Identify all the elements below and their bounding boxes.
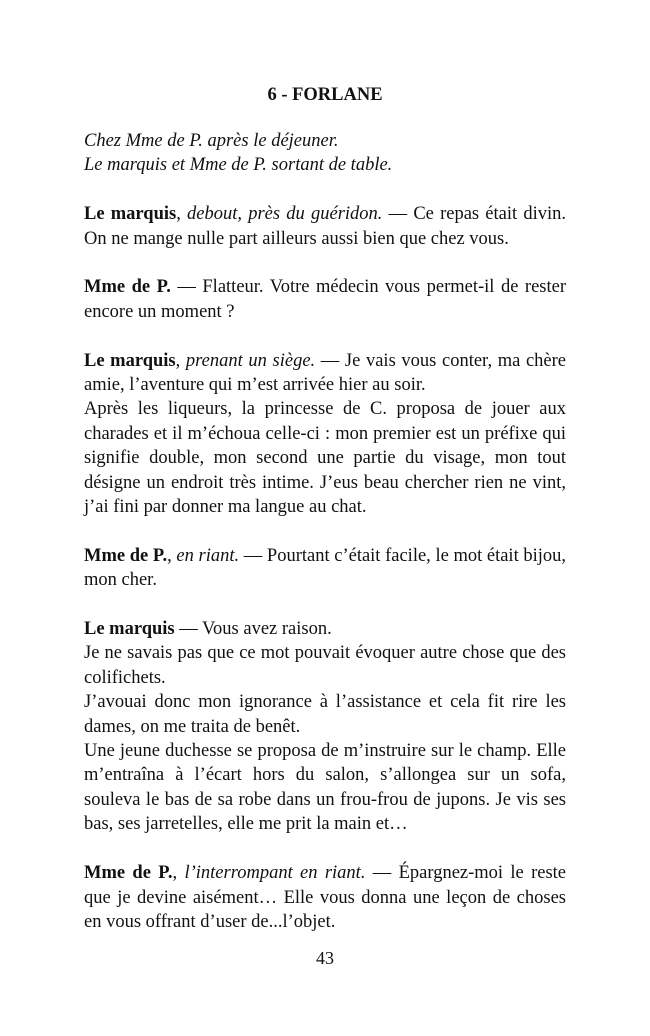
paragraph-gap [84,251,566,275]
dialogue-paragraph [84,544,566,593]
dialogue-text: — Je vais vous conter, ma chère amie, l’aventure qui m’est arrivée hier au soir. [84,350,566,396]
paragraph-gap [84,837,566,861]
speaker-separator: , [175,350,186,371]
stage-direction-inline: en riant. [176,545,240,566]
dialogue-paragraph: Une jeune duchesse se proposa de m’instruire sur le champ. Elle m’entraîna à l’écart hors du salon, s’allongea sur un sofa, souleva le bas de sa robe dans un frou-frou de jupons. Je vis ses bas, ses jarretelles, elle me prit la main et… [84,741,566,835]
speaker-name: Mme de P. [84,545,168,566]
dialogue-paragraph: Je ne savais pas que ce mot pouvait évoquer autre chose que des colifichets. [84,643,566,688]
book-page [84,0,566,1036]
speaker-name: Le marquis [84,350,176,371]
stage-direction: Chez Mme de P. après le déjeuner. [84,131,339,151]
dialogue-paragraph [84,861,566,934]
dialogue-paragraph [84,349,566,398]
stage-direction: Le marquis et Mme de P. sortant de table. [84,155,393,176]
speaker-separator: , [176,204,188,225]
stage-direction-inline: prenant un siège. [185,350,316,371]
dialogue-paragraph: Après les liqueurs, la princesse de C. proposa de jouer aux charades et il m’échoua celle-ci : mon premier est un préfixe qui signifie double, mon second une partie du visage, mon tout désigne un endroit très intime. J’eus beau chercher rien ne vint, j’ai fini par donner ma langue au chat. [84,399,566,518]
dialogue-text: — Ce repas était divin. On ne mange nulle part ailleurs aussi bien que chez vous. [84,204,567,249]
paragraph-gap [84,519,566,543]
chapter-title: 6 - FORLANE [267,85,383,105]
dialogue-text: — Pourtant c’était facile, le mot était bijou, mon cher. [84,545,567,591]
stage-direction-inline: debout, près du guéridon. [187,204,383,225]
speaker-separator: , [172,863,185,884]
play-text [84,129,566,934]
dialogue-paragraph [84,617,566,641]
dialogue-paragraph: J’avouai donc mon ignorance à l’assistance et cela fit rire les dames, on me traita de benêt. [84,692,566,737]
speaker-name: Mme de P. [84,863,173,884]
stage-direction-inline: l’interrompant en riant. [184,863,366,884]
dialogue-text: — Flatteur. Votre médecin vous permet-il de rester encore un moment ? [84,277,567,322]
dialogue-paragraph [84,275,566,324]
speaker-name: Le marquis [84,204,177,225]
speaker-name: Le marquis [84,619,175,640]
dialogue-text: — Épargnez-moi le reste que je devine aisément… Elle vous donna une leçon de choses en vous offrant d’user de...l’objet. [84,863,567,932]
speaker-name: Mme de P. [84,277,171,298]
dialogue-text: — Vous avez raison. [174,619,332,640]
paragraph-gap [84,593,566,617]
speaker-separator: , [167,545,177,566]
paragraph-gap [84,324,566,348]
paragraph-gap [84,178,566,202]
page-number: 43 [316,948,334,968]
dialogue-paragraph [84,202,566,251]
